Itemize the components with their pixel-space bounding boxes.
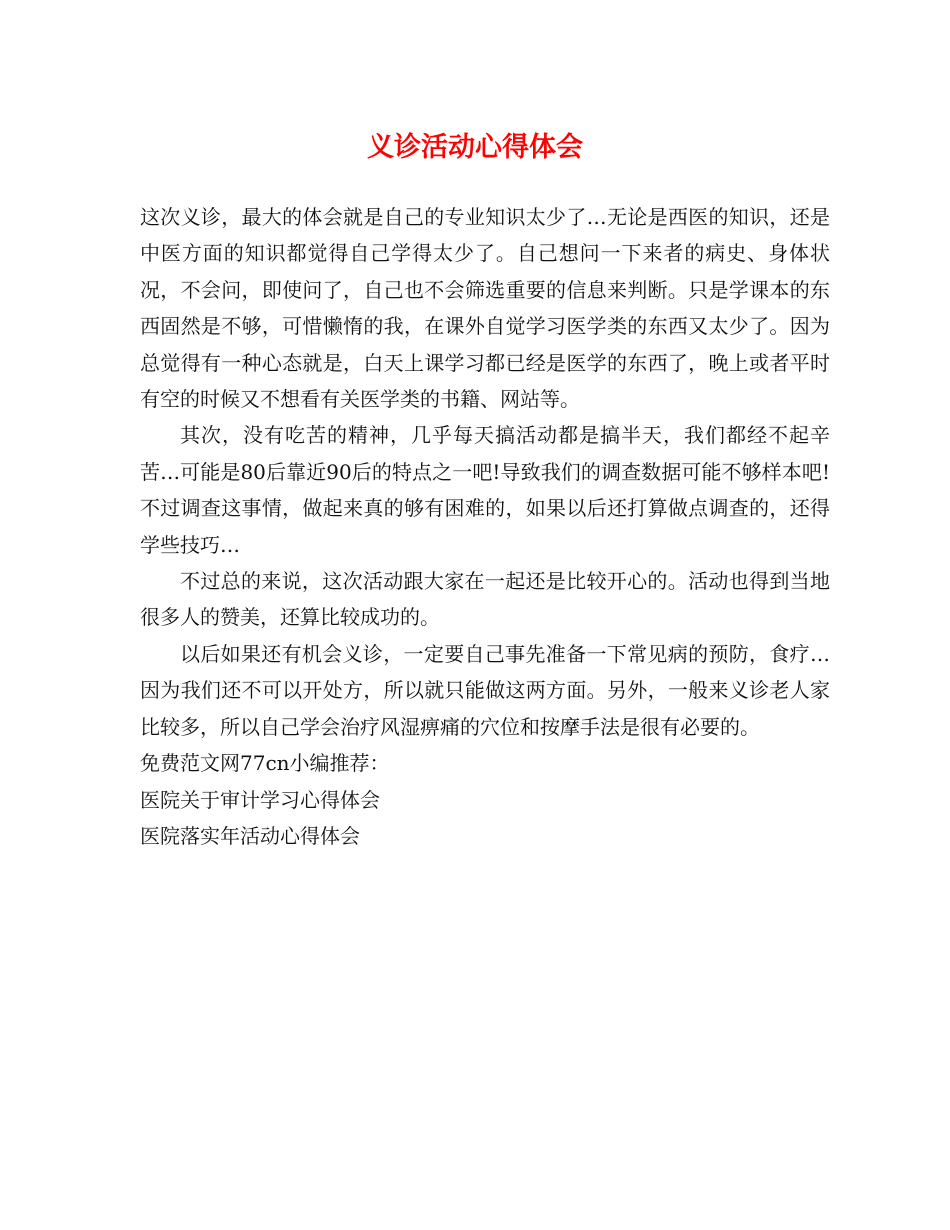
paragraph-4: 以后如果还有机会义诊，一定要自己事先准备一下常见病的预防，食疗…因为我们还不可以开处方，所以就只能做这两方面。另外，一般来义诊老人家比较多，所以自己学会治疗风湿痹痛的穴位和按摩手法是很有必要的。 [140,641,830,739]
related-link-1[interactable]: 医院关于审计学习心得体会 [140,787,380,812]
paragraph-3: 不过总的来说，这次活动跟大家在一起还是比较开心的。活动也得到当地很多人的赞美，还算比较成功的。 [140,569,830,630]
document-body [140,199,830,854]
paragraph-2: 其次，没有吃苦的精神，几乎每天搞活动都是搞半天，我们都经不起辛苦…可能是80后靠近90后的特点之一吧!导致我们的调查数据可能不够样本吧!不过调查这事情，做起来真的够有困难的，如果以后还打算做点调查的，还得学些技巧… [140,423,830,557]
document-title: 义诊活动心得体会 [367,132,583,163]
recommend-label: 免费范文网77cn小编推荐： [140,751,390,776]
paragraph-1: 这次义诊，最大的体会就是自己的专业知识太少了…无论是西医的知识，还是中医方面的知识都觉得自己学得太少了。自己想问一下来者的病史、身体状况，不会问，即使问了，自己也不会筛选重要的信息来判断。只是学课本的东西固然是不够，可惜懒惰的我，在课外自觉学习医学类的东西又太少了。因为总觉得有一种心态就是，白天上课学习都已经是医学的东西了，晚上或者平时有空的时候又不想看有关医学类的书籍、网站等。 [140,205,830,412]
related-link-2[interactable]: 医院落实年活动心得体会 [140,823,360,848]
